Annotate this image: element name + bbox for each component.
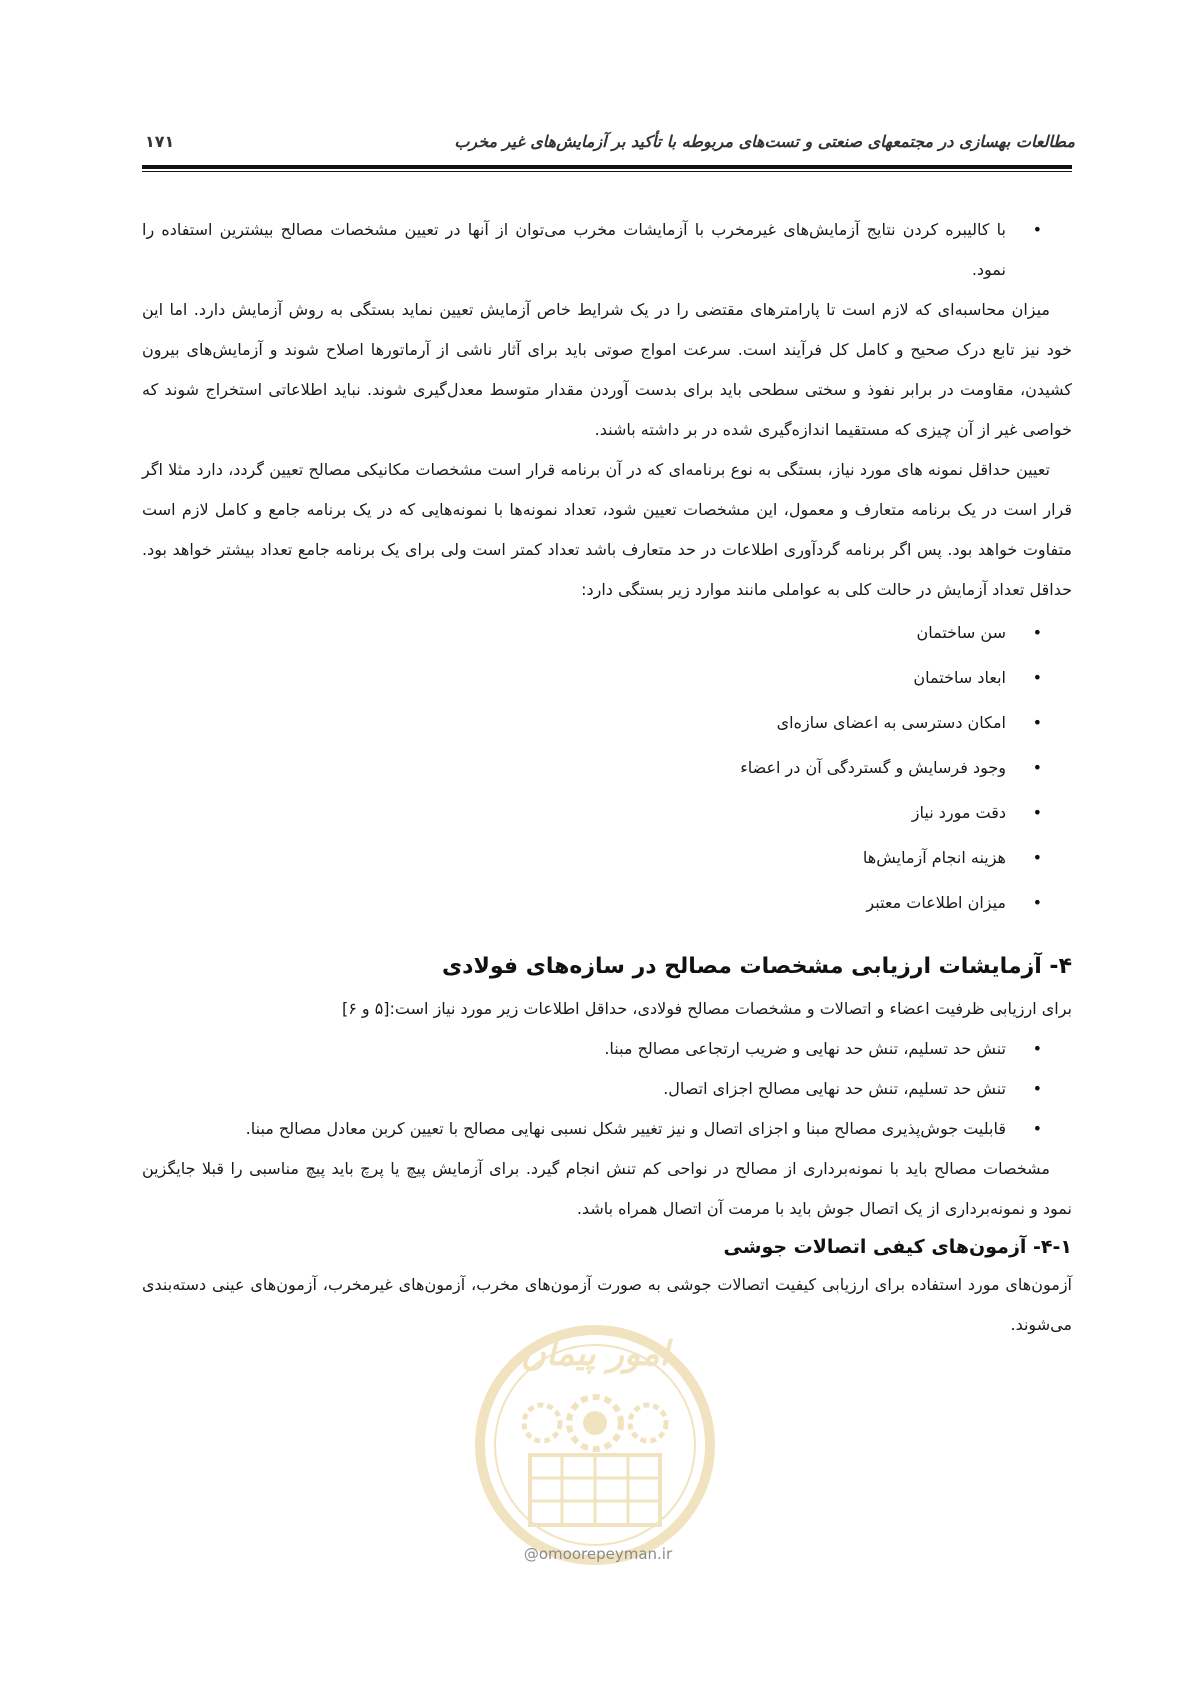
intro-bullet-list <box>142 210 1072 290</box>
running-header-title: مطالعات بهسازی در مجتمعهای صنعتی و تست‌های مربوطه با تأکید بر آزمایش‌های غیر مخرب <box>454 132 1075 151</box>
body-content <box>142 210 1072 1345</box>
requirement-item: • قابلیت جوش‌پذیری مصالح مبنا و اجزای اتصال و نیز تغییر شکل نسبی نهایی مصالح با تعیین کربن معادل مصالح مبنا. <box>142 1109 1072 1149</box>
factor-item: • هزینه انجام آزمایش‌ها <box>142 835 1072 880</box>
steel-requirements-list <box>142 1029 1072 1149</box>
page-number: ۱۷۱ <box>145 132 175 151</box>
paragraph-calculation: میزان محاسبه‌ای که لازم است تا پارامترهای مقتضی را در یک شرایط خاص آزمایش تعیین نماید بستگی به روش آزمایش دارد. اما این خود نیز تابع درک صحیح و کامل کل فرآیند است. سرعت امواج صوتی باید برای آثار ناشی از آرماتورها اصلاح شوند و آزمایش‌های بیرون کشیدن، مقاومت در برابر نفوذ و سختی سطحی باید برای بدست آوردن مقدار متوسط معدل‌گیری شوند. نباید اطلاعاتی استخراج شوند که خواصی غیر از آن چیزی که مستقیما اندازه‌گیری شده در بر داشته باشند. <box>142 300 1072 439</box>
section-4-1-heading: ۴-۱- آزمون‌های کیفی اتصالات جوشی <box>723 1236 1072 1258</box>
factor-item: • سن ساختمان <box>142 610 1072 655</box>
section-4-intro: برای ارزیابی ظرفیت اعضاء و اتصالات و مشخصات مصالح فولادی، حداقل اطلاعات زیر مورد نیاز است:[۵ و ۶] <box>341 999 1072 1018</box>
factor-item: • دقت مورد نیاز <box>142 790 1072 835</box>
header-rule-thin <box>142 171 1072 172</box>
watermark-logo <box>460 1305 730 1565</box>
factors-list <box>142 610 1072 925</box>
requirement-item: • تنش حد تسلیم، تنش حد نهایی و ضریب ارتجاعی مصالح مبنا. <box>142 1029 1072 1069</box>
factor-item: • امکان دسترسی به اعضای سازه‌ای <box>142 700 1072 745</box>
watermark-logo-text: امور پیمان <box>520 1334 670 1374</box>
factor-item: • ابعاد ساختمان <box>142 655 1072 700</box>
section-4-paragraph: مشخصات مصالح باید با نمونه‌برداری از مصالح در نواحی کم تنش انجام گیرد. برای آزمایش پیچ یا پرچ باید پیچ مناسبی را قبلا جایگزین نمود و نمونه‌برداری از یک اتصال جوش باید با مرمت آن اتصال همراه باشد. <box>142 1159 1072 1218</box>
header-rule-thick <box>142 165 1072 169</box>
requirement-item: • تنش حد تسلیم، تنش حد نهایی مصالح اجزای اتصال. <box>142 1069 1072 1109</box>
section-4-1-paragraph: آزمون‌های مورد استفاده برای ارزیابی کیفیت اتصالات جوشی به صورت آزمون‌های مخرب، آزمون‌های غیرمخرب، آزمون‌های عینی دسته‌بندی می‌شوند. <box>142 1275 1072 1334</box>
factor-item: • میزان اطلاعات معتبر <box>142 880 1072 925</box>
factor-item: • وجود فرسایش و گستردگی آن در اعضاء <box>142 745 1072 790</box>
watermark-url: @omoorepeyman.ir <box>523 1545 673 1563</box>
section-4-heading: ۴- آزمایشات ارزیابی مشخصات مصالح در سازه‌های فولادی <box>442 954 1072 979</box>
intro-bullet: • با کالیبره کردن نتایج آزمایش‌های غیرمخرب با آزمایشات مخرب می‌توان از آنها در تعیین مشخصات مصالح بیشترین استفاده را نمود. <box>142 210 1072 290</box>
paragraph-minimum-samples: تعیین حداقل نمونه های مورد نیاز، بستگی به نوع برنامه‌ای که در آن برنامه قرار است مشخصات مکانیکی مصالح تعیین گردد، دارد مثلا اگر قرار است در یک برنامه متعارف و معمول، این مشخصات تعیین شود، تعداد نمونه‌ها با نمونه‌هایی که در یک برنامه جامع و کامل لازم است متفاوت خواهد بود. پس اگر برنامه گردآوری اطلاعات در حد متعارف باشد تعداد کمتر است ولی برای یک برنامه جامع تعداد بیشتر خواهد بود. حداقل تعداد آزمایش در حالت کلی به عواملی مانند موارد زیر بستگی دارد: <box>142 460 1072 599</box>
